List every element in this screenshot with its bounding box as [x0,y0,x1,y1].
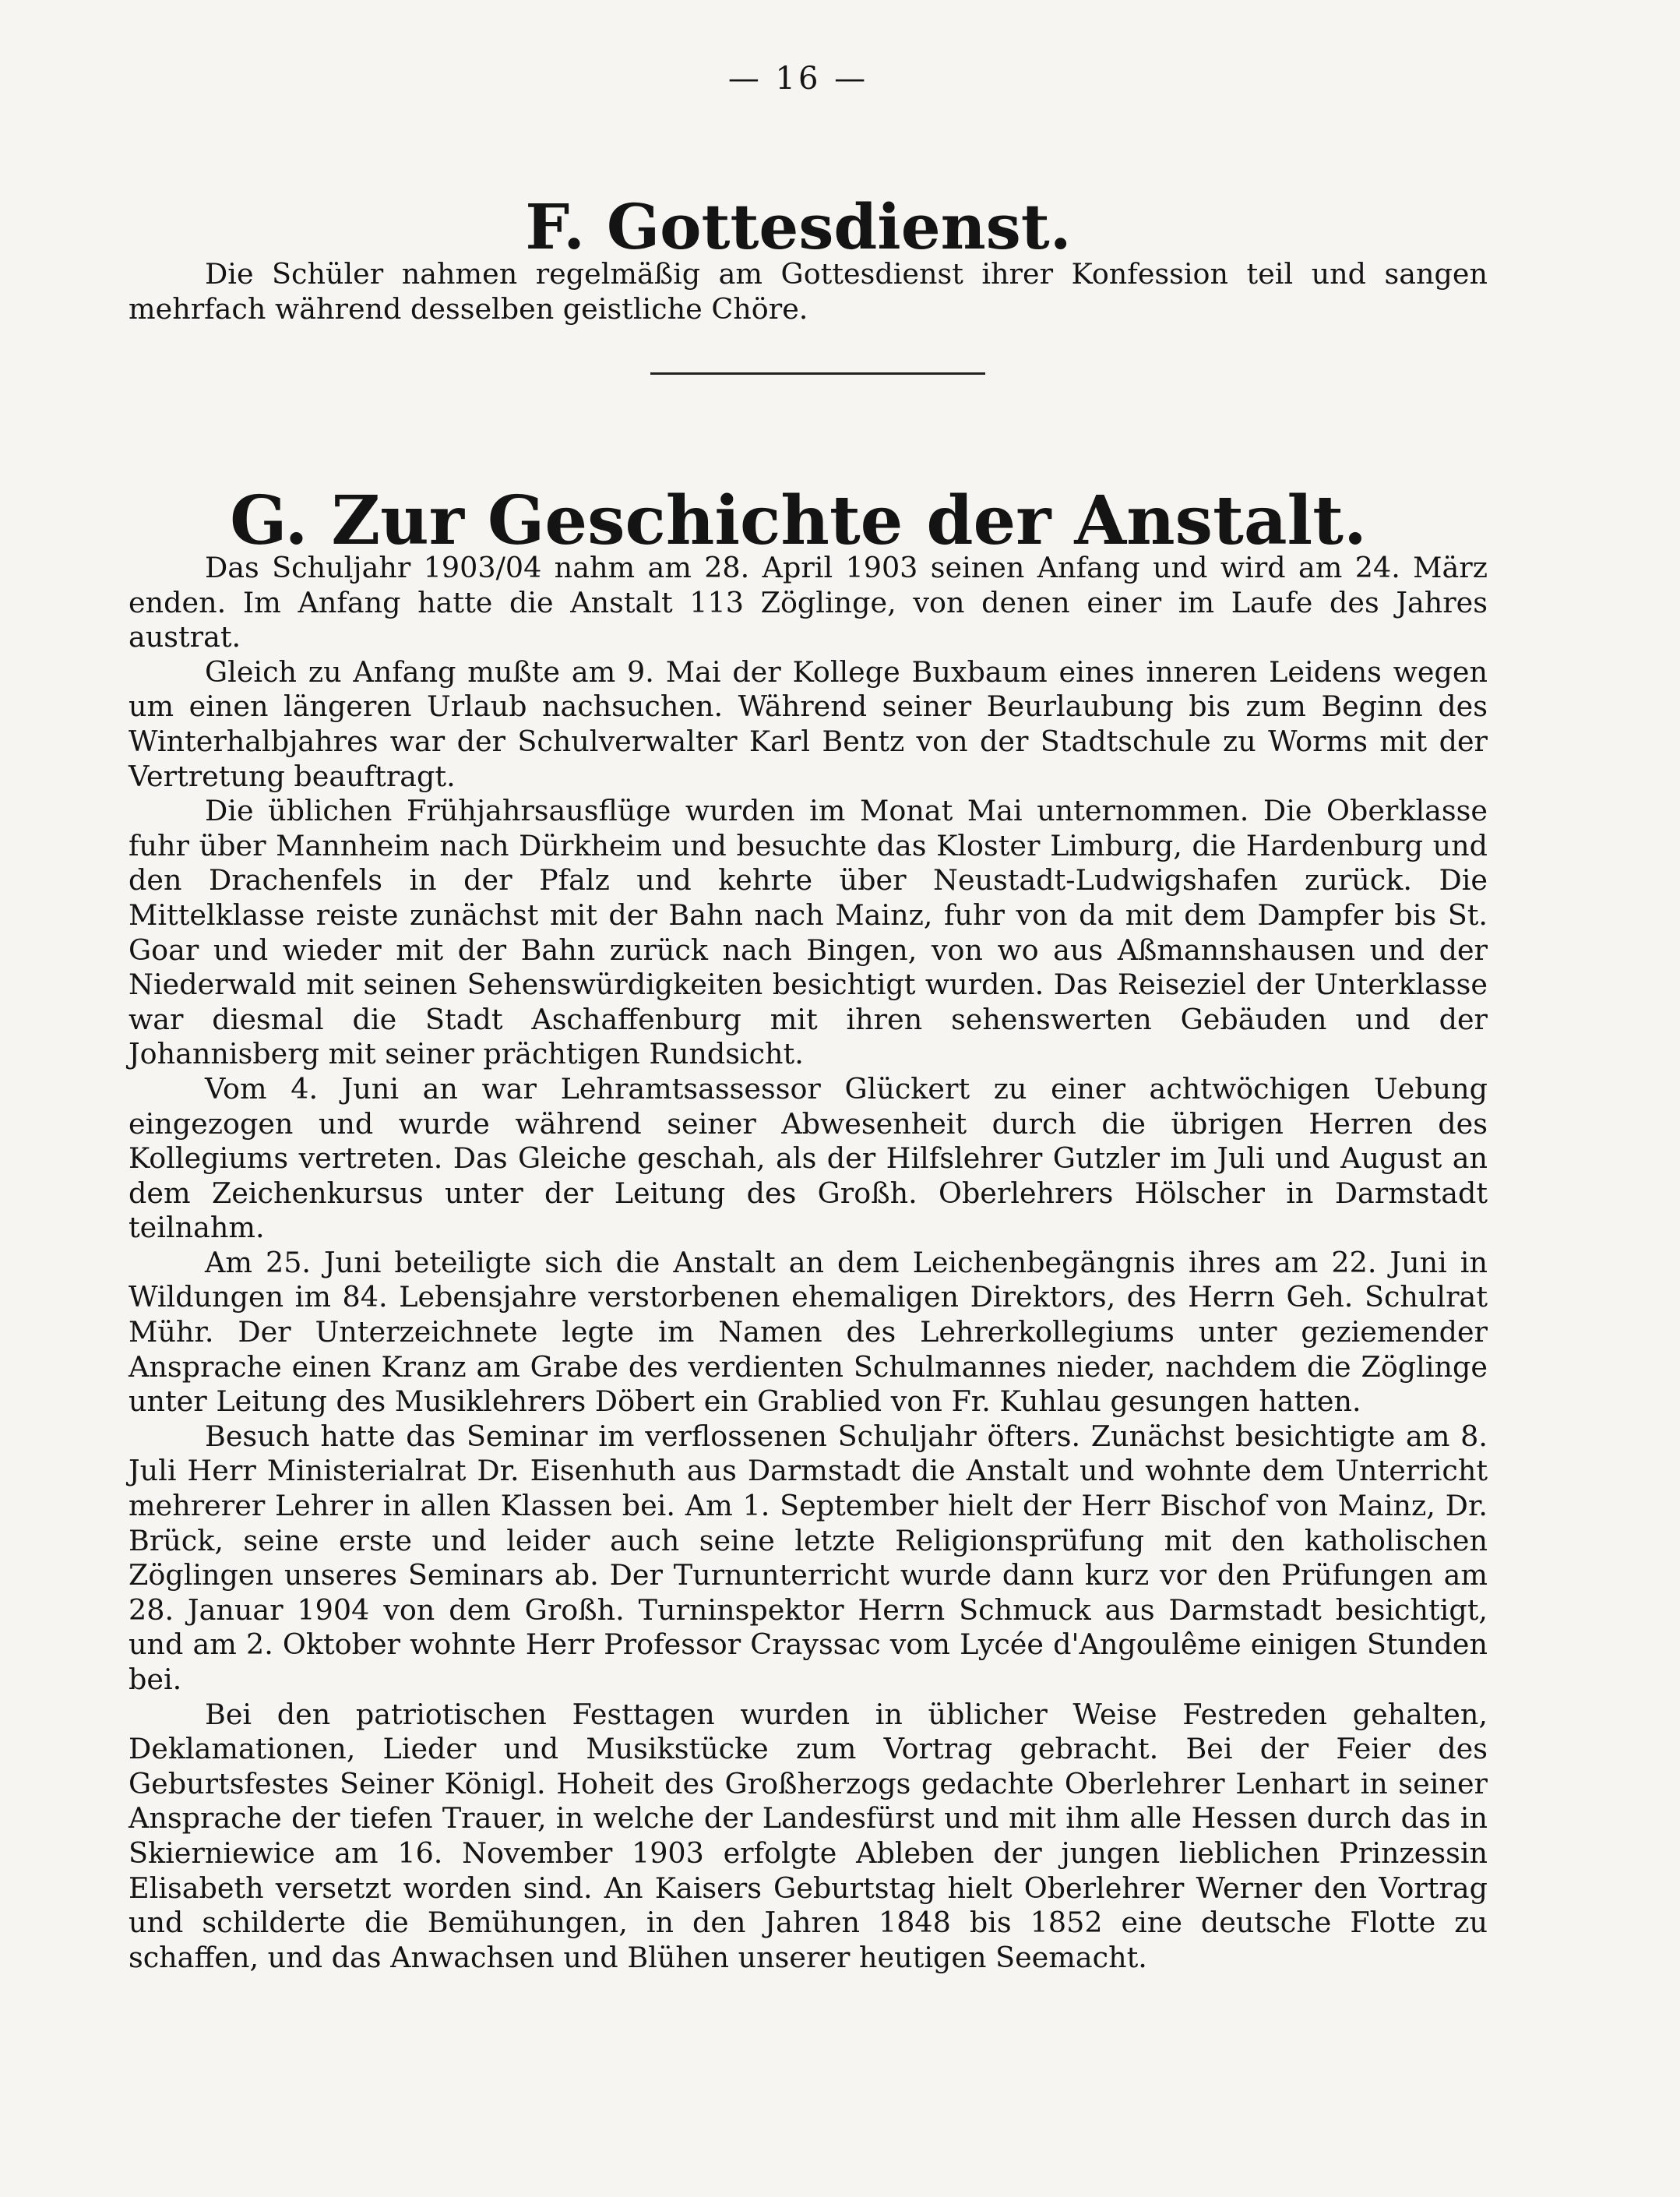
paragraph: Besuch hatte das Seminar im verflossenen Schuljahr öfters. Zunächst besichtigte am 8. Juli Herr Ministerialrat Dr. Eisenhuth aus Darmstadt die Anstalt und wohnte dem Unterricht mehrerer Lehrer in allen Klassen bei. Am 1. September hielt der Herr Bischof von Mainz, Dr. Brück, seine erste und leider auch seine letzte Religionsprüfung mit den katholischen Zöglingen unseres Seminars ab. Der Turnunterricht wurde dann kurz vor den Prüfungen am 28. Januar 1904 von dem Großh. Turninspektor Herrn Schmuck aus Darmstadt besichtigt, und am 2. Oktober wohnte Herr Professor Crayssac vom Lycée d'Angoulême einigen Stunden bei. [129,1419,1488,1696]
paragraph: Die üblichen Frühjahrsausflüge wurden im Monat Mai unternommen. Die Oberklasse fuhr über Mannheim nach Dürkheim und besuchte das Kloster Limburg, die Hardenburg und den Drachenfels in der Pfalz und kehrte über Neustadt-Ludwigshafen zurück. Die Mittelklasse reiste zunächst mit der Bahn nach Mainz, fuhr von da mit dem Dampfer bis St. Goar und wieder mit der Bahn zurück nach Bingen, von wo aus Aßmannshausen und der Niederwald mit seinen Sehenswürdigkeiten besichtigt wurden. Das Reiseziel der Unterklasse war diesmal die Stadt Aschaffenburg mit ihren sehenswerten Gebäuden und der Johannisberg mit seiner prächtigen Rundsicht. [129,794,1488,1071]
page-number: — 16 — [727,61,869,97]
paragraph: Bei den patriotischen Festtagen wurden in üblicher Weise Festreden gehalten, Deklamationen, Lieder und Musikstücke zum Vortrag gebracht. Bei der Feier des Geburtsfestes Seiner Königl. Hoheit des Großherzogs gedachte Oberlehrer Lenhart in seiner Ansprache der tiefen Trauer, in welche der Landesfürst und mit ihm alle Hessen durch das in Skierniewice am 16. November 1903 erfolgte Ableben der jungen lieblichen Prinzessin Elisabeth versetzt worden sind. An Kaisers Geburtstag hielt Oberlehrer Werner den Vortrag und schilderte die Bemühungen, in den Jahren 1848 bis 1852 eine deutsche Flotte zu schaffen, und das Anwachsen und Blühen unserer heutigen Seemacht. [129,1697,1488,1974]
section-g-body [129,551,1488,1975]
paragraph: Gleich zu Anfang mußte am 9. Mai der Kollege Buxbaum eines inneren Leidens wegen um einen längeren Urlaub nachsuchen. Während seiner Beurlaubung bis zum Beginn des Winterhalbjahres war der Schulverwalter Karl Bentz von der Stadtschule zu Worms mit der Vertretung beauftragt. [129,654,1488,793]
paragraph: Am 25. Juni beteiligte sich die Anstalt an dem Leichenbegängnis ihres am 22. Juni in Wildungen im 84. Lebensjahre verstorbenen ehemaligen Direktors, des Herrn Geh. Schulrat Mühr. Der Unterzeichnete legte im Namen des Lehrerkollegiums unter geziemender Ansprache einen Kranz am Grabe des verdienten Schulmannes nieder, nachdem die Zöglinge unter Leitung des Musiklehrers Döbert ein Grablied von Fr. Kuhlau gesungen hatten. [129,1245,1488,1419]
section-f-body [129,257,1488,326]
paragraph: Die Schüler nahmen regelmäßig am Gottesdienst ihrer Konfession teil und sangen mehrfach während desselben geistliche Chöre. [129,257,1488,326]
section-divider [650,372,985,375]
section-g-title: G. Zur Geschichte der Anstalt. [230,481,1367,560]
paragraph: Vom 4. Juni an war Lehramtsassessor Glückert zu einer achtwöchigen Uebung eingezogen und wurde während seiner Abwesenheit durch die übrigen Herren des Kollegiums vertreten. Das Gleiche geschah, als der Hilfslehrer Gutzler im Juli und August an dem Zeichenkursus unter der Leitung des Großh. Oberlehrers Hölscher in Darmstadt teilnahm. [129,1071,1488,1245]
paragraph: Das Schuljahr 1903/04 nahm am 28. April 1903 seinen Anfang und wird am 24. März enden. Im Anfang hatte die Anstalt 113 Zöglinge, von denen einer im Laufe des Jahres austrat. [129,551,1488,654]
section-f-title: F. Gottesdienst. [525,189,1072,263]
